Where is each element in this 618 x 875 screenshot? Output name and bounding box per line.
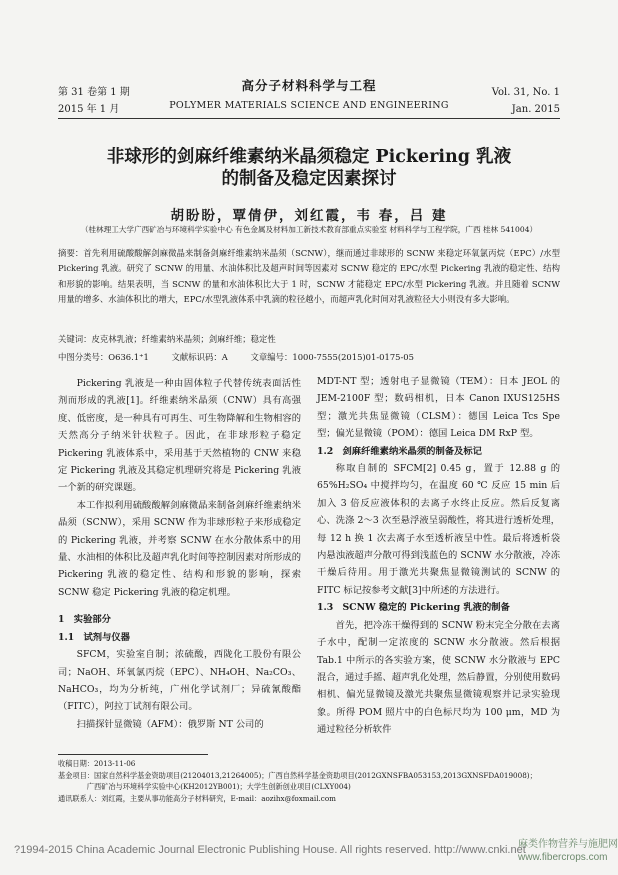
instruments-paragraph: 扫描探针显微镜（AFM）：俄罗斯 NT 公司的 <box>76 718 264 730</box>
header-rule <box>58 118 560 119</box>
subsection-heading-preparation: 1.2 剑麻纤维素纳米晶须的制备及标记 <box>317 445 482 457</box>
body-right-column <box>317 373 560 739</box>
subsection-heading-reagents: 1.1 试剂与仪器 <box>58 631 130 643</box>
instruments-continued: MDT-NT 型；透射电子显微镜（TEM）：日本 JEOL 的 JEM-2100F 型；数码相机，日本 Canon IXUS125HS 型；激光共焦显微镜（CLSM）：德国 Leica Tcs Spe 型；偏光显微镜（POM）：德国 Leica DM RxP 型。 <box>317 376 560 440</box>
paper-title-line2: 的制备及稳定因素探讨 <box>221 169 397 189</box>
watermark-url: www.fibercrops.com <box>518 852 608 863</box>
section-heading-experimental: 1 实验部分 <box>58 614 111 626</box>
subsection-heading-emulsion: 1.3 SCNW 稳定的 Pickering 乳液的制备 <box>317 602 510 614</box>
site-watermark <box>518 838 618 864</box>
fund-info-continued: 广西矿冶与环境科学实验中心(KH2012YB001)；大学生创新创业项目(CLXY004) <box>58 782 351 792</box>
received-date: 收稿日期：2013-11-06 <box>58 759 136 768</box>
watermark-cn: 麻类作物营养与施肥网 <box>518 839 618 850</box>
issue-info-en <box>492 84 560 118</box>
document-code: 文献标识码：A <box>171 352 228 362</box>
emulsion-paragraph: 首先，把冷冻干燥得到的 SCNW 粉末完全分散在去离子水中，配制一定浓度的 SCNW 水分散液。然后根据 Tab.1 中所示的各实验方案，使 SCNW 水分散液与 EPC 混合，通过手摇、超声乳化处理，然后静置，分别使用数码相机、偏光显微镜及激光共聚焦显微镜观察并记录实验现象。所得 POM 照片中的白色标尺均为 100 μm，MD 为通过粒径分析软件 <box>317 619 560 736</box>
footnotes <box>58 758 568 804</box>
corresponding-author: 通讯联系人：刘红霞，主要从事功能高分子材料研究，E-mail：aozihx@foxmail.com <box>58 793 336 803</box>
affiliation: （桂林理工大学广西矿冶与环境科学实验中心 有色金属及材料加工新技术教育部重点实验室 材料科学与工程学院，广西 桂林 541004） <box>80 225 538 234</box>
abstract: 摘要：首先利用硫酸酸解剑麻微晶来制备剑麻纤维素纳米晶须（SCNW），继而通过非球形的 SCNW 来稳定环氧氯丙烷（EPC）/水型 Pickering 乳液。研究了 SCNW 的用量、水油体积比及超声时间等因素对 SCNW 稳定的 EPC/水型 Pickering 乳液的稳定性、结构和形貌的影响。结果表明，当 SCNW 的量和水油体积比大于 1 时，SCNW 才能稳定 EPC/水型 Pickering 乳液。并且随着 SCNW 用量的增多、水油体积比的增大，EPC/水型乳液体系中乳滴的粒径越小，而超声乳化时间对乳液粒径大小则没有多大影响。 <box>58 248 560 304</box>
paper-title-line1: 非球形的剑麻纤维素纳米晶须稳定 Pickering 乳液 <box>106 147 512 167</box>
preparation-paragraph: 称取自制的 SFCM[2] 0.45 g，置于 12.88 g 的 65%H₂SO₄ 中搅拌均匀，在温度 60 ℃ 反应 15 min 后加入 3 倍反应液体积的去离子水终止反应。然后反复离心、洗涤 2～3 次至悬浮液呈弱酸性，将其进行透析处理，每 12 h 换 1 次去离子水至透析液呈中性。最后将透析袋内悬浊液超声分散可得到浅蓝色的 SCNW 水分散液，冷冻干燥后待用。用于激光共聚焦显微镜测试的 SCNW 的 FITC 标记按参考文献[3]中所述的方法进行。 <box>317 463 560 596</box>
journal-title-cn: 高分子材料科学与工程 <box>241 78 377 93</box>
intro-paragraph-2: 本工作拟利用硫酸酸解剑麻微晶来制备剑麻纤维素纳米晶须（SCNW），采用 SCNW 作为非球形粒子来形成稳定的 Pickering 乳液，并考察 SCNW 在水分散体系中的用量、水油相的体积比及超声乳化时间等控制因素对所形成的 Pickering 乳液的稳定性、结构和形貌的影响，探索 SCNW 稳定 Pickering 乳液的稳定机理。 <box>58 499 301 598</box>
volume-label: 第 31 卷第 1 期 <box>58 87 130 98</box>
intro-paragraph-1: Pickering 乳液是一种由固体粒子代替传统表面活性剂而形成的乳液[1]。纤维素纳米晶须（CNW）具有高强度、低密度，是一种具有可再生、可生物降解和生物相容的天然高分子纳米针状粒子。因此，在非球形粒子稳定 Pickering 乳液体系中，采用基于天然植物的 CNW 来稳定 Pickering 乳液及其稳定机理研究将是 Pickering 乳液一个新的研究课题。 <box>58 378 301 494</box>
reagents-paragraph: SFCM，实验室自制；浓硫酸，西陇化工股份有限公司；NaOH、环氧氯丙烷（EPC）、NH₄OH、Na₂CO₃、NaHCO₃，均为分析纯，广州化学试剂厂；异硫氰酸酯（FITC），阿拉丁试剂有限公司。 <box>58 649 301 713</box>
clc-number: 中图分类号：O636.1⁺1 <box>58 352 149 362</box>
issue-info <box>58 84 130 118</box>
fund-info: 基金项目：国家自然科学基金资助项目(21204013,21264005)；广西自然科学基金资助项目(2012GXNSFBA053153,2013GXNSFDA019008)； <box>58 770 537 780</box>
journal-title-en: POLYMER MATERIALS SCIENCE AND ENGINEERING <box>169 100 449 111</box>
keywords: 关键词：皮克林乳液；纤维素纳米晶须；剑麻纤维；稳定性 <box>58 334 276 344</box>
journal-header <box>150 76 468 111</box>
copyright-footer: ?1994-2015 China Academic Journal Electronic Publishing House. All rights reserved. http://www.cnki.net <box>14 844 526 856</box>
volume-en-label: Vol. 31, No. 1 <box>491 87 560 98</box>
article-number: 文章编号：1000-7555(2015)01-0175-05 <box>250 352 414 362</box>
date-cn-label: 2015 年 1 月 <box>58 104 120 115</box>
date-en-label: Jan. 2015 <box>511 104 560 115</box>
body-left-column <box>58 375 301 733</box>
footnote-rule <box>58 754 208 755</box>
author-list: 胡盼盼，覃倩伊，刘红霞，韦 春，吕 建 <box>170 208 448 224</box>
classification-line <box>58 351 560 363</box>
